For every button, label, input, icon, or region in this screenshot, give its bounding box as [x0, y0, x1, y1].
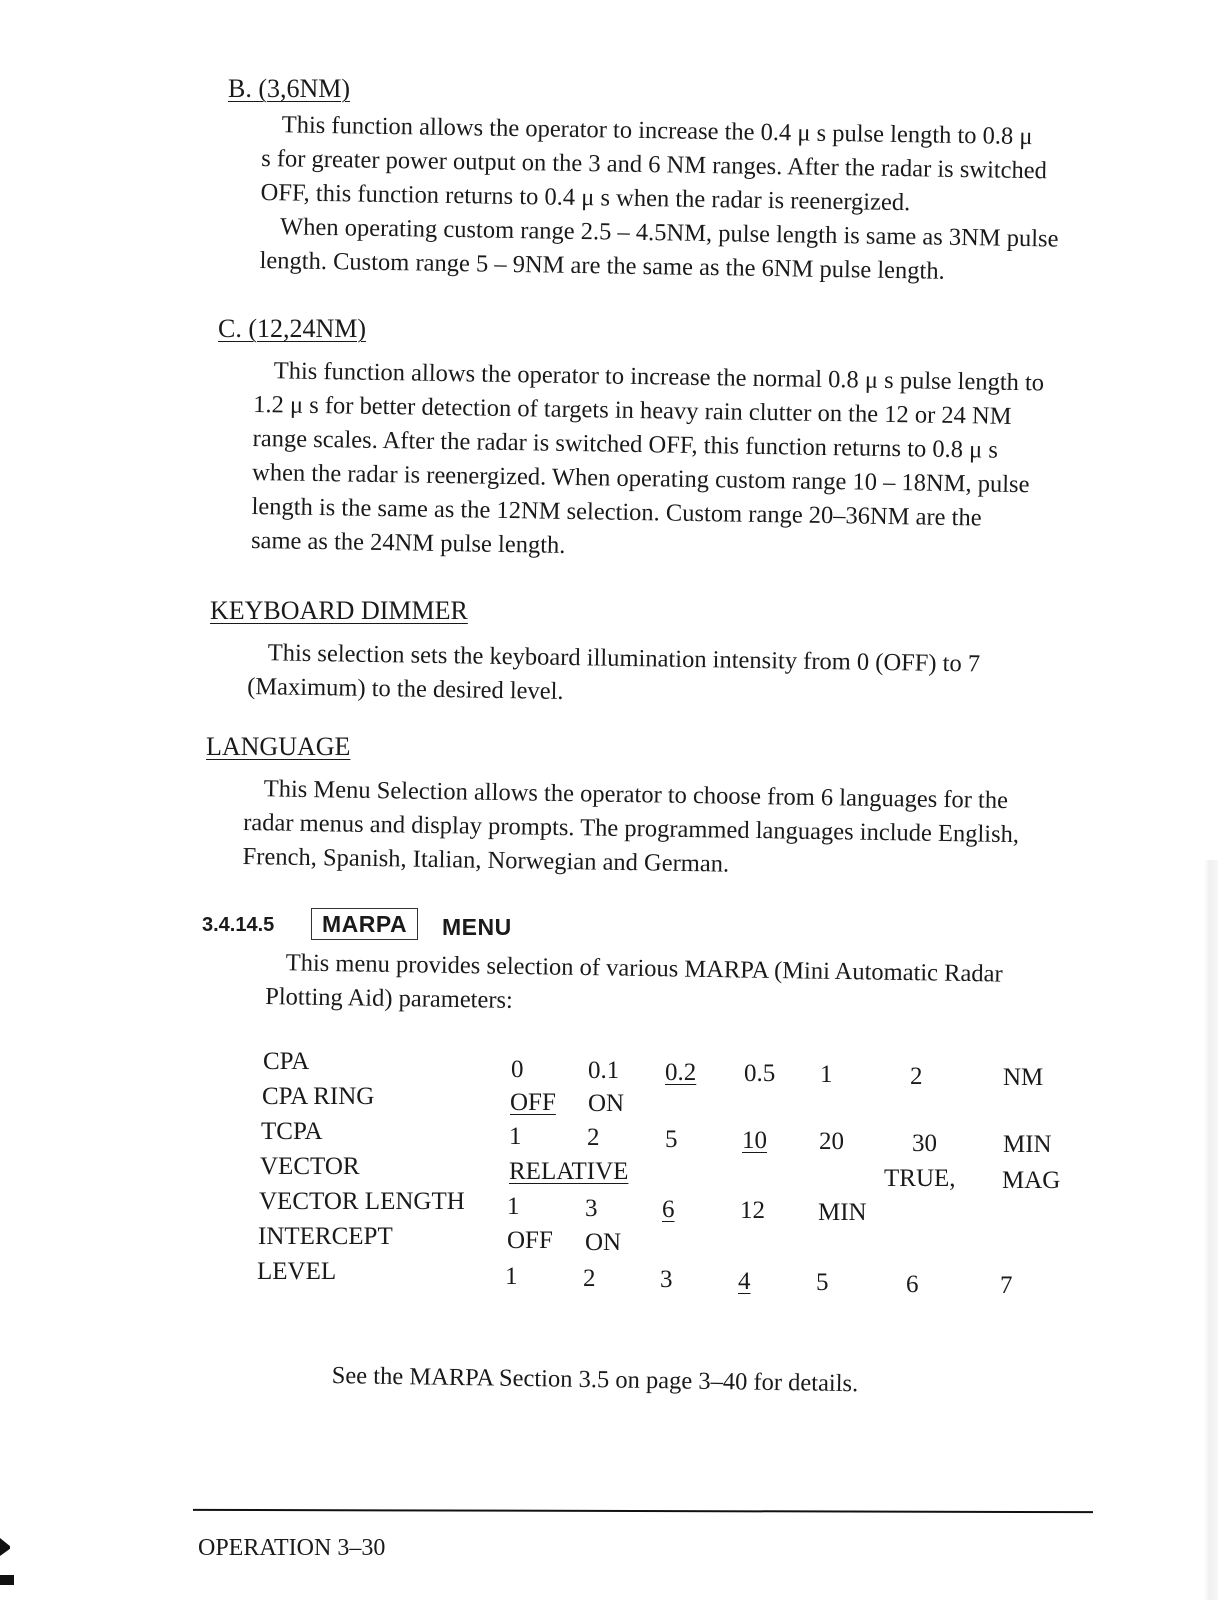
section-number: 3.4.14.5 — [202, 914, 275, 936]
keyboard-dimmer-line-2: (Maximum) to the desired level. — [246, 672, 564, 705]
level-value: 3 — [660, 1266, 673, 1293]
section-b-line-5: length. Custom range 5 – 9NM are the same as the 6NM pulse length. — [259, 246, 945, 285]
scan-edge-mark — [0, 1538, 10, 1556]
tcpa-unit: MIN — [1003, 1131, 1052, 1158]
cpa-value: 0.5 — [744, 1060, 776, 1087]
tcpa-value: 5 — [665, 1126, 678, 1153]
row-label-tcpa: TCPA — [261, 1118, 323, 1145]
vector-length-unit: MIN — [818, 1199, 867, 1226]
row-label-vector: VECTOR — [260, 1153, 360, 1180]
section-c-heading: C. (12,24NM) — [218, 314, 367, 343]
cpa-value: 0 — [511, 1056, 524, 1083]
language-heading: LANGUAGE — [206, 732, 351, 761]
section-c-line-2: 1.2 μ s for better detection of targets in heavy rain clutter on the 12 or 24 NM — [252, 390, 1012, 430]
cpa-value: 1 — [820, 1061, 833, 1088]
section-c-line-4: when the radar is reenergized. When operating custom range 10 – 18NM, pulse — [251, 458, 1030, 499]
intercept-value: ON — [585, 1229, 622, 1256]
tcpa-value: 20 — [819, 1128, 844, 1155]
row-label-cpa-ring: CPA RING — [262, 1083, 375, 1110]
tcpa-value: 2 — [587, 1124, 600, 1151]
keyboard-dimmer-line-1: This selection sets the keyboard illumination intensity from 0 (OFF) to 7 — [267, 639, 981, 678]
section-b-line-4: When operating custom range 2.5 – 4.5NM, pulse length is same as 3NM pulse — [279, 213, 1059, 253]
tcpa-value-selected: 10 — [742, 1127, 767, 1154]
marpa-line-2: Plotting Aid) parameters: — [264, 982, 514, 1014]
vector-length-value: 3 — [585, 1195, 598, 1222]
level-value: 1 — [505, 1263, 518, 1290]
vector-length-value-selected: 6 — [662, 1196, 675, 1223]
page-footer: OPERATION 3–30 — [198, 1535, 386, 1561]
marpa-line-1: This menu provides selection of various MARPA (Mini Automatic Radar — [285, 949, 1003, 988]
row-label-intercept: INTERCEPT — [258, 1223, 393, 1250]
level-value: 5 — [816, 1269, 829, 1296]
keyboard-dimmer-heading: KEYBOARD DIMMER — [210, 596, 468, 625]
marpa-key-box: MARPA — [311, 908, 418, 940]
scan-edge-mark — [0, 1575, 14, 1585]
cpa-value-selected: 0.2 — [665, 1059, 697, 1086]
cpa-ring-value-selected: OFF — [510, 1089, 556, 1116]
menu-heading-word: MENU — [442, 914, 512, 940]
cpa-value: 0.1 — [588, 1057, 620, 1084]
row-label-cpa: CPA — [263, 1048, 310, 1075]
section-b-line-1: This function allows the operator to increase the 0.4 μ s pulse length to 0.8 μ — [281, 111, 1033, 151]
vector-length-value: 1 — [507, 1193, 520, 1220]
row-label-vector-length: VECTOR LENGTH — [259, 1188, 465, 1215]
row-label-level: LEVEL — [257, 1258, 337, 1285]
keyboard-dimmer-body — [247, 636, 1124, 718]
footer-rule — [193, 1509, 1093, 1513]
section-c-line-1: This function allows the operator to increase the normal 0.8 μ s pulse length to — [273, 357, 1045, 397]
tcpa-value: 30 — [912, 1130, 937, 1157]
level-value: 6 — [906, 1271, 919, 1298]
cpa-value: 2 — [910, 1063, 923, 1090]
level-value: 7 — [1000, 1272, 1013, 1299]
vector-length-value: 12 — [740, 1197, 765, 1224]
section-b-line-3: OFF, this function returns to 0.4 μ s when the radar is reenergized. — [260, 178, 911, 217]
section-c-line-5: length is the same as the 12NM selection. Custom range 20–36NM are the — [251, 492, 982, 532]
see-also-note: See the MARPA Section 3.5 on page 3–40 for details. — [331, 1362, 859, 1398]
section-c-body — [251, 354, 1130, 572]
level-value: 2 — [583, 1265, 596, 1292]
language-body — [242, 772, 1119, 888]
tcpa-value: 1 — [509, 1123, 522, 1150]
section-b-line-2: s for greater power output on the 3 and 6 NM ranges. After the radar is switched — [260, 144, 1048, 185]
intercept-value: OFF — [507, 1227, 553, 1254]
language-line-3: French, Spanish, Italian, Norwegian and German. — [242, 842, 730, 878]
section-c-line-6: same as the 24NM pulse length. — [250, 526, 566, 559]
vector-value: MAG — [1002, 1167, 1061, 1194]
language-line-1: This Menu Selection allows the operator to choose from 6 languages for the — [263, 775, 1009, 815]
cpa-unit: NM — [1003, 1064, 1044, 1091]
section-c-line-3: range scales. After the radar is switched OFF, this function returns to 0.8 μ s — [252, 424, 999, 464]
level-value-selected: 4 — [738, 1268, 751, 1295]
language-line-2: radar menus and display prompts. The programmed languages include English, — [242, 808, 1020, 849]
marpa-body — [265, 946, 1112, 1027]
vector-value: TRUE, — [884, 1165, 956, 1192]
scan-edge-shadow — [1204, 860, 1218, 1600]
section-b-heading: B. (3,6NM) — [228, 74, 351, 103]
vector-value-selected: RELATIVE — [509, 1158, 629, 1185]
section-b-body — [259, 108, 1138, 292]
cpa-ring-value: ON — [588, 1090, 625, 1117]
